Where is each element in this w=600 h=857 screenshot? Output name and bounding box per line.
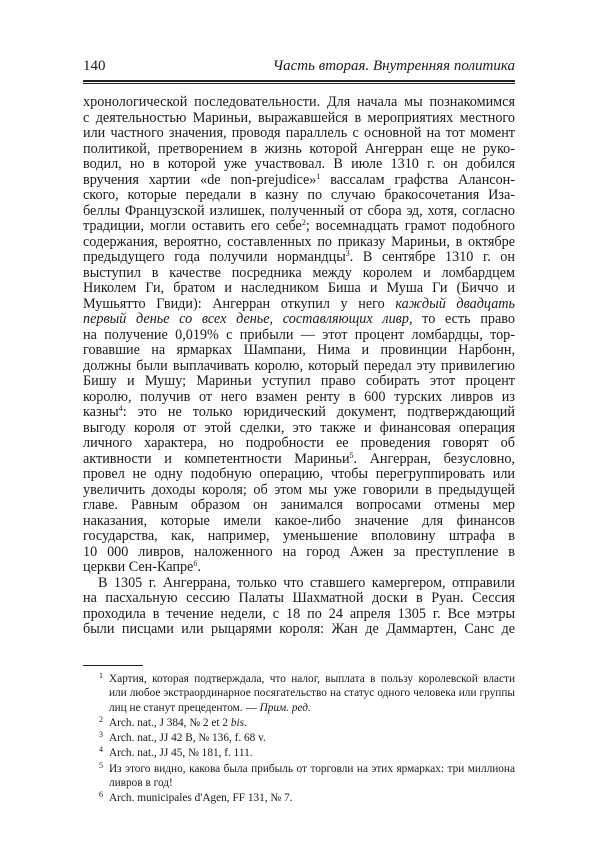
- text-run: были писцами или рыцарями короля: Жан де Даммартен, Санс де: [83, 621, 515, 637]
- text-run: Arch. nat., JJ 45, № 181, f. 111.: [109, 747, 253, 760]
- text-run: активности и компетентности Мариньи: [83, 450, 350, 467]
- text-run: на получение 0,019% с прибыли — этот процент ломбардцы, тор-: [83, 326, 515, 343]
- text-line: [83, 359, 515, 375]
- footnote-ref[interactable]: 1: [316, 171, 321, 181]
- text-run: личного характера, но подробности ее проведения говорят об: [83, 435, 515, 451]
- text-line: [83, 436, 515, 452]
- text-run: Хартия, которая подтверждала, что налог, выплата в пользу королевской власти: [109, 673, 515, 685]
- footnote-line: [109, 776, 515, 790]
- footnote-ref[interactable]: 2: [301, 218, 306, 227]
- text-run: наказания, которые имели какое-либо значение для финансов: [83, 512, 515, 529]
- text-line: [83, 467, 515, 483]
- text-run: должны были выплачивать королю, который передал эту привилегию: [83, 357, 515, 374]
- text-line: [83, 343, 515, 359]
- text-line: [83, 250, 515, 266]
- footnote: [99, 714, 515, 730]
- text-line: [83, 529, 515, 545]
- text-line: [83, 374, 515, 390]
- footnote: [99, 730, 515, 745]
- text-line: [83, 560, 515, 576]
- footnote: [99, 760, 515, 791]
- text-line: [83, 607, 515, 623]
- footnote-line: [109, 701, 515, 715]
- footnote-line: [109, 746, 515, 760]
- text-run: Бишу и Мушу; Мариньи уступил право собирать этот процент: [83, 373, 515, 389]
- text-run: беллы Французской излишек, полученный от сбора эд, хотя, согласно: [83, 202, 515, 219]
- running-title: Часть вторая. Внутренняя политика: [272, 58, 515, 74]
- text-run: .: [244, 716, 247, 729]
- text-run: , то есть право: [408, 311, 515, 327]
- text-run: Мушьятто Гвиди): Ангерран откупил у него: [83, 295, 396, 312]
- text-run: провел не одну подобную операцию, чтобы перегруппировать или: [83, 466, 515, 482]
- text-line: [83, 219, 515, 235]
- text-line: [83, 421, 515, 437]
- text-run: предыдущего года получили нормандцы: [83, 249, 346, 265]
- text-run: государства, как, например, уменьшение вполовину штрафа в: [83, 528, 515, 544]
- text-line: [83, 405, 515, 421]
- footnote-ref[interactable]: 4: [118, 404, 123, 413]
- text-run: церкви Сен-Капре: [83, 559, 194, 575]
- text-line: [83, 157, 515, 173]
- text-run: королю, получив от него взамен ренту в 600 турских ливров из: [83, 388, 515, 405]
- text-line: [83, 142, 515, 158]
- text-run: или частного значения, проводя параллель с основной на тот момент: [83, 125, 515, 141]
- italic-text: первый денье со всех денье, составляющих ливр: [83, 311, 409, 327]
- footnote-number: 5: [99, 760, 103, 770]
- header-rule: [83, 80, 515, 84]
- text-run: вручения хартии «de non-prejudice»: [83, 171, 317, 188]
- text-line: [83, 235, 515, 251]
- text-run: ского, которые передали в казну по случаю бракосочетания Иза-: [83, 187, 515, 203]
- footnote: [99, 745, 515, 760]
- text-run: Arch. nat., JJ 42 B, № 136, f. 68 v.: [109, 732, 266, 745]
- footnote-line: [109, 762, 515, 776]
- footnotes: [99, 671, 515, 806]
- text-run: .: [197, 559, 201, 575]
- text-line: [83, 390, 515, 406]
- text-line: [83, 328, 515, 344]
- text-run: Из этого видно, какова была прибыль от торговли на этих ярмарках: три миллиона: [109, 762, 515, 775]
- footnote: [99, 790, 515, 805]
- text-run: Arch. nat., J 384, № 2 et 2: [109, 716, 231, 729]
- text-line: [83, 483, 515, 499]
- text-run: . Ангерран, безусловно,: [353, 450, 515, 467]
- page-number: 140: [83, 58, 106, 74]
- text-run: ; восемнадцать грамот подобного: [305, 218, 515, 234]
- text-line: [83, 545, 515, 561]
- text-run: или любое экстраординарное посягательство на статус одного человека или группы: [109, 687, 515, 700]
- italic-text: каждый двадцать: [395, 295, 515, 312]
- text-run: хронологической последовательности. Для начала мы познакомимся: [83, 94, 515, 110]
- text-line: [83, 514, 515, 530]
- footnote: [99, 671, 515, 715]
- text-run: : это не только юридический документ, подтверждающий: [122, 404, 515, 420]
- italic-text: bis: [230, 716, 245, 729]
- footnote-number: 3: [99, 730, 103, 740]
- footnote-line: [109, 716, 515, 730]
- text-line: [83, 111, 515, 127]
- text-line: [83, 498, 515, 514]
- text-line: [83, 95, 515, 111]
- text-line: [83, 576, 515, 592]
- footnote-number: 1: [99, 671, 103, 680]
- text-run: выгоду короля от этой сделки, это также и финансовая операция: [83, 419, 515, 436]
- text-run: проходила в течение недели, с 18 по 24 апреля 1305 г. Все мэтры: [83, 605, 515, 622]
- footnote-line: [109, 672, 515, 686]
- text-run: 10 000 ливров, наложенного на город Ажен за преступление в: [83, 543, 515, 560]
- text-run: Arch. municipales d'Agen, FF 131, № 7.: [109, 792, 293, 805]
- text-run: водил, но в которой уже участвовал. В июле 1310 г. он добился: [83, 156, 515, 172]
- footnote-number: 4: [99, 745, 103, 755]
- text-line: [83, 126, 515, 142]
- text-run: главе. Равным образом он занимался вопросами отмены мер: [83, 497, 515, 513]
- text-line: [83, 188, 515, 204]
- text-line: [83, 281, 515, 297]
- text-line: [83, 622, 515, 638]
- footnote-ref[interactable]: 3: [345, 249, 350, 258]
- text-run: ливров в год!: [109, 777, 173, 790]
- text-line: [83, 452, 515, 468]
- footnote-line: [109, 731, 515, 745]
- italic-text: Прим. ред.: [259, 701, 311, 714]
- text-run: содержания, вероятно, составленных по приказу Мариньи, в октябре: [83, 233, 515, 250]
- footnote-number: 6: [99, 790, 103, 800]
- text-run: традиции, могли оставить его себе: [83, 218, 302, 234]
- text-line: [83, 204, 515, 220]
- text-run: Николем Ги, братом и наследником Биша и Муша Ги (Биччо и: [83, 280, 515, 296]
- text-line: [83, 173, 515, 189]
- text-run: говавшие на ярмарках Шампани, Нима и провинции Нарбонн,: [83, 342, 515, 358]
- footnote-line: [109, 791, 515, 805]
- text-run: с деятельностью Мариньи, выражавшейся в мероприятиях местного: [83, 109, 515, 126]
- text-run: вассалам графства Алансон-: [320, 171, 515, 188]
- text-line: [83, 297, 515, 313]
- text-line: [83, 312, 515, 328]
- text-run: на пасхальную сессию Палаты Шахматной доски в Руан. Сессия: [83, 590, 515, 606]
- body-text: [83, 95, 515, 638]
- text-run: В 1305 г. Ангеррана, только что ставшего камергером, отправили: [98, 574, 515, 591]
- text-line: [83, 266, 515, 282]
- text-run: увеличить доходы короля; об этом мы уже говорили в предыдущей: [83, 481, 515, 498]
- footnote-ref[interactable]: 5: [349, 450, 354, 460]
- text-run: лиц не станут прецедентом. —: [109, 701, 260, 714]
- footnote-ref[interactable]: 6: [193, 559, 198, 568]
- page-header: [83, 58, 515, 78]
- footnote-line: [109, 686, 515, 700]
- footnote-number: 2: [99, 714, 103, 724]
- footnote-separator: [83, 665, 143, 666]
- text-run: политикой, претворением в жизнь которой Ангерран еще не руко-: [83, 140, 515, 157]
- text-line: [83, 591, 515, 607]
- text-run: выступил в качестве посредника между королем и ломбардцем: [83, 264, 515, 281]
- text-run: казны: [83, 404, 119, 420]
- text-run: . В сентябре 1310 г. он: [349, 249, 515, 265]
